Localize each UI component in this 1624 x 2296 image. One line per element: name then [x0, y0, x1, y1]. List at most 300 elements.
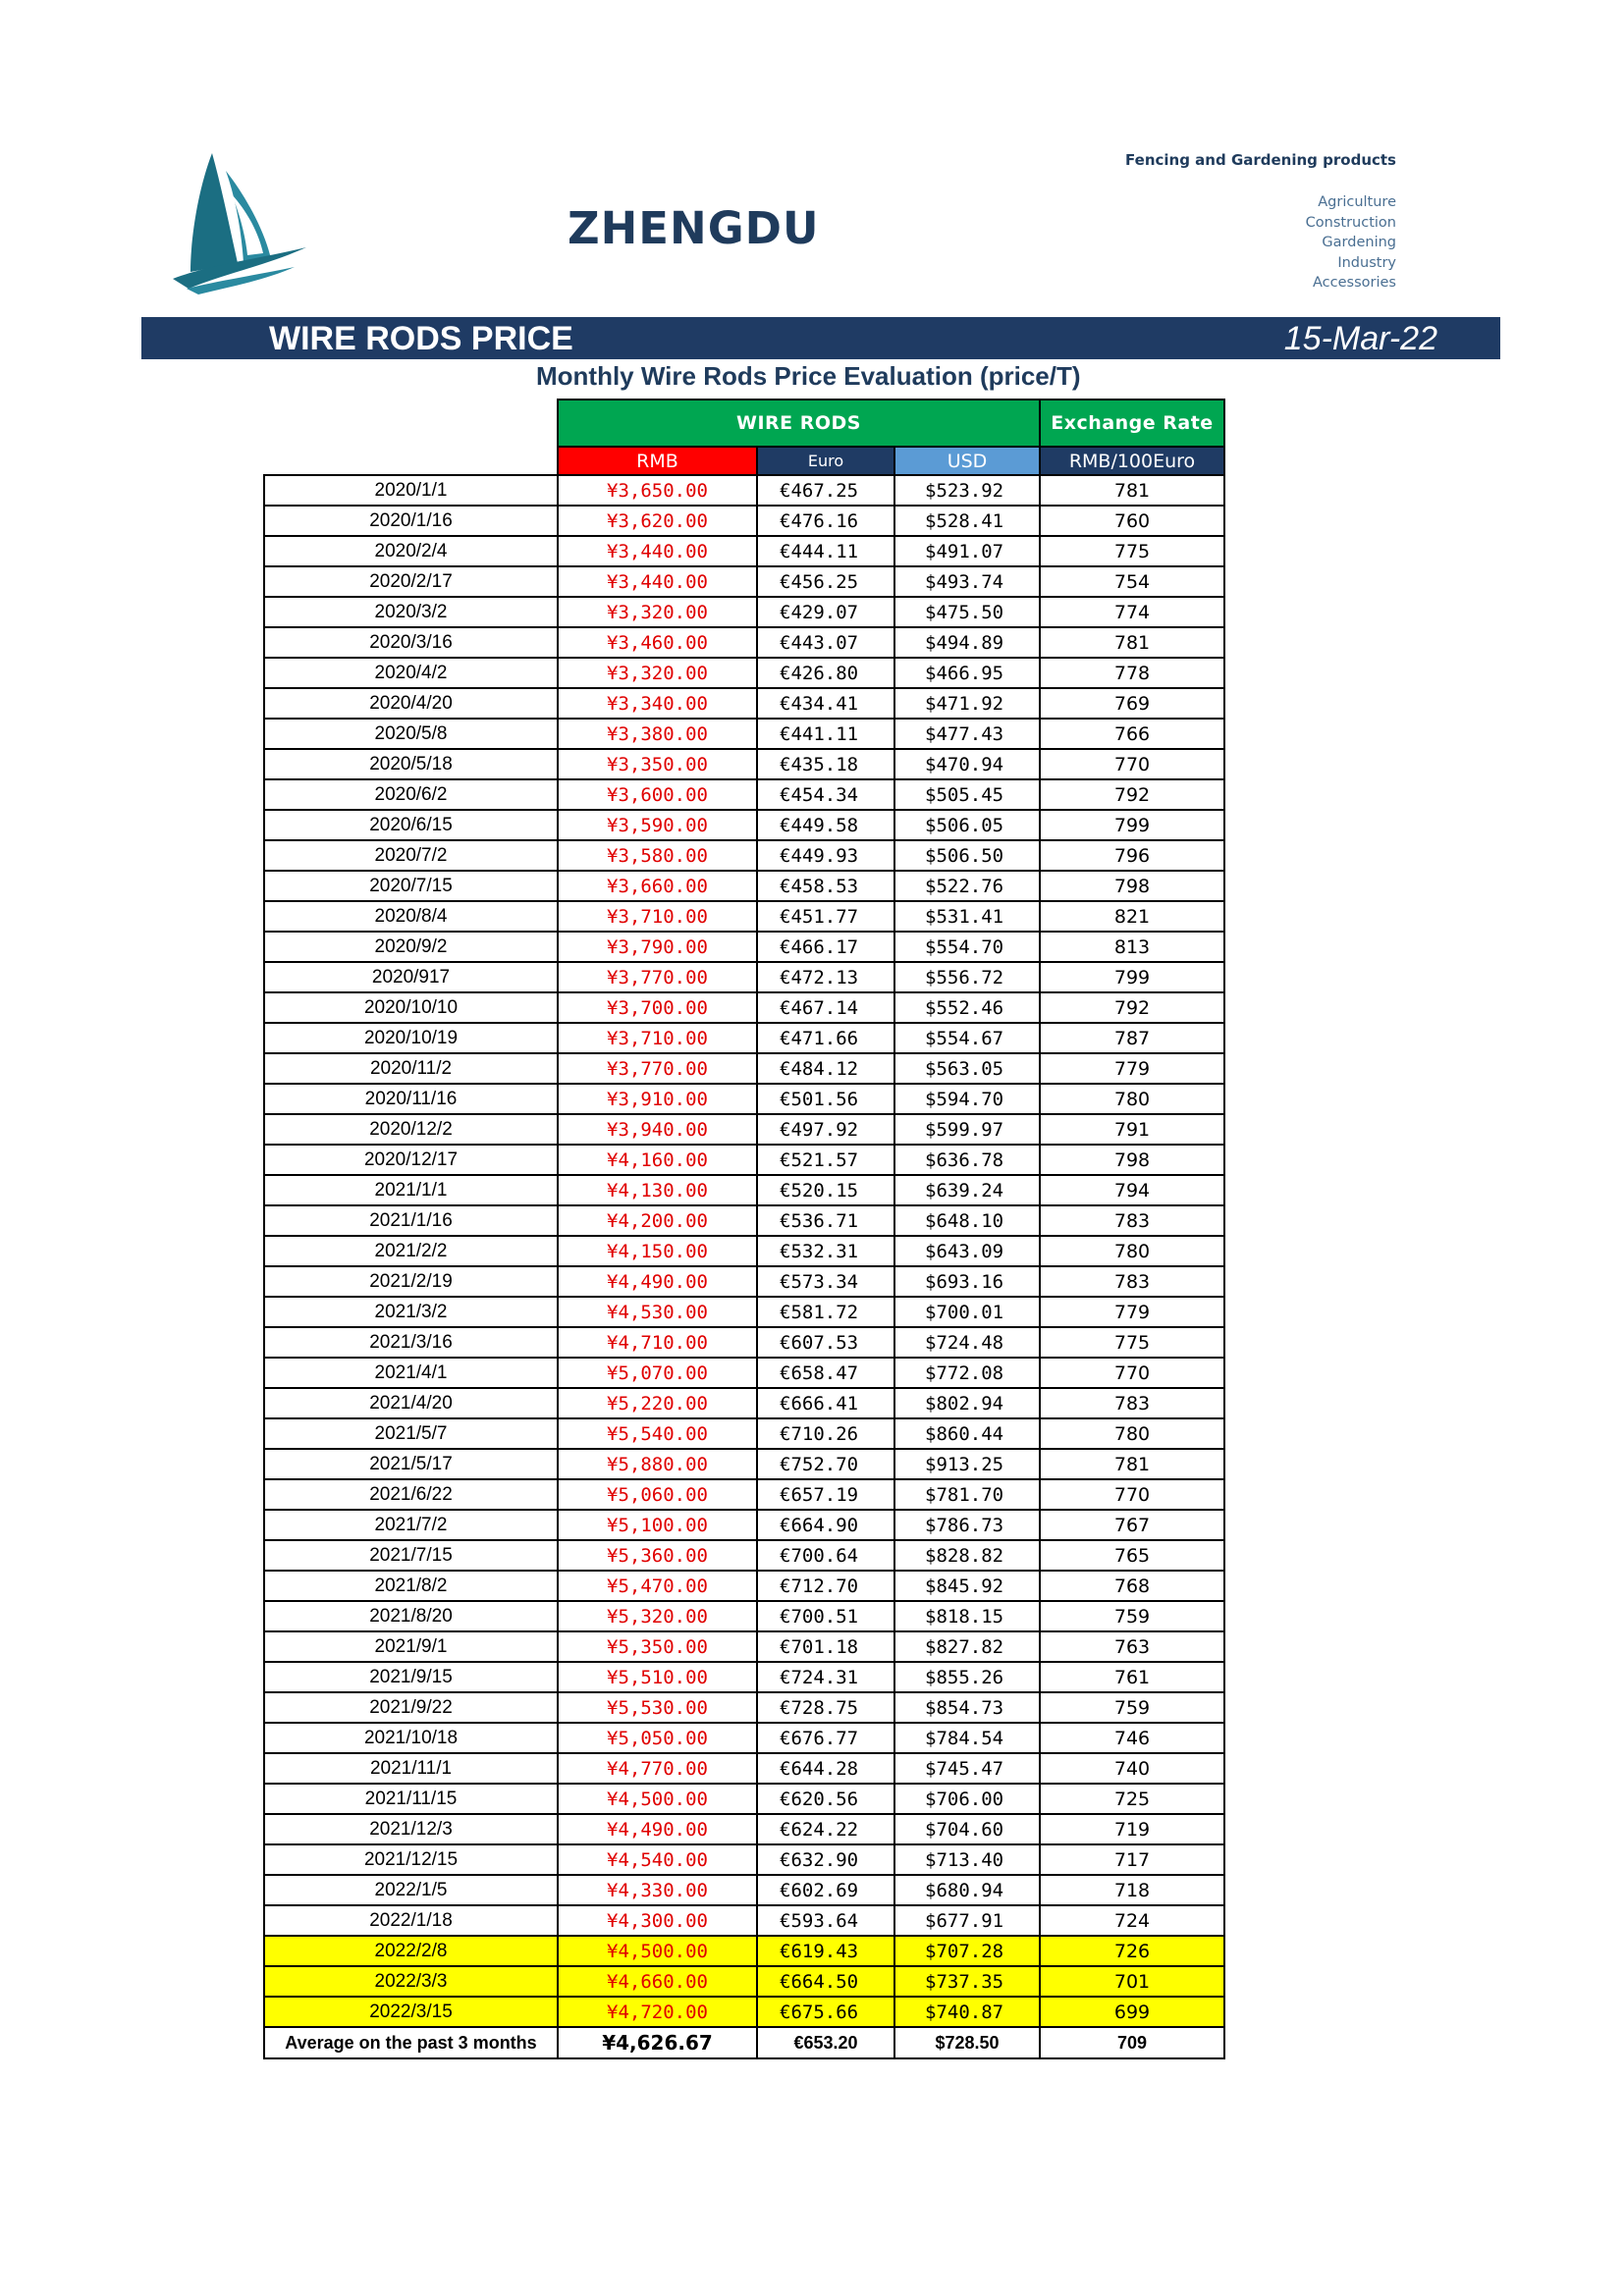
cell-date: 2020/7/2 — [264, 840, 558, 871]
cell-euro: €573.34 — [757, 1266, 894, 1297]
category-item: Accessories — [1313, 275, 1396, 292]
cell-euro: €451.77 — [757, 901, 894, 932]
header-spacer — [264, 400, 558, 447]
cell-usd: $531.41 — [894, 901, 1040, 932]
table-row — [264, 1479, 1224, 1510]
cell-usd: $523.92 — [894, 475, 1040, 506]
cell-rate: 770 — [1040, 749, 1224, 779]
brand-name: ZHENGDU — [568, 202, 820, 254]
table-row — [264, 719, 1224, 749]
cell-rmb: ¥4,160.00 — [558, 1145, 757, 1175]
cell-rate: 754 — [1040, 566, 1224, 597]
cell-euro: €484.12 — [757, 1053, 894, 1084]
cell-rmb: ¥5,050.00 — [558, 1723, 757, 1753]
cell-rate: 780 — [1040, 1236, 1224, 1266]
cell-rate: 759 — [1040, 1601, 1224, 1631]
table-row — [264, 1023, 1224, 1053]
table-row — [264, 1997, 1224, 2027]
cell-date: 2020/3/16 — [264, 627, 558, 658]
cell-euro: €724.31 — [757, 1662, 894, 1692]
cell-euro: €458.53 — [757, 871, 894, 901]
cell-date: 2021/7/2 — [264, 1510, 558, 1540]
cell-rate: 724 — [1040, 1905, 1224, 1936]
cell-euro: €700.64 — [757, 1540, 894, 1571]
cell-usd: $522.76 — [894, 871, 1040, 901]
cell-rmb: ¥4,530.00 — [558, 1297, 757, 1327]
cell-date: 2021/4/1 — [264, 1358, 558, 1388]
cell-date: 2021/9/1 — [264, 1631, 558, 1662]
cell-date: 2020/12/17 — [264, 1145, 558, 1175]
cell-rate: 799 — [1040, 810, 1224, 840]
cell-rate: 717 — [1040, 1844, 1224, 1875]
cell-date: 2021/2/19 — [264, 1266, 558, 1297]
cell-rmb: ¥3,700.00 — [558, 992, 757, 1023]
table-row — [264, 1601, 1224, 1631]
cell-rmb: ¥3,650.00 — [558, 475, 757, 506]
cell-date: 2021/3/2 — [264, 1297, 558, 1327]
cell-date: 2020/2/17 — [264, 566, 558, 597]
cell-usd: $772.08 — [894, 1358, 1040, 1388]
cell-rmb: ¥5,060.00 — [558, 1479, 757, 1510]
cell-euro: €593.64 — [757, 1905, 894, 1936]
cell-rmb: ¥3,340.00 — [558, 688, 757, 719]
cell-usd: $636.78 — [894, 1145, 1040, 1175]
cell-rate: 775 — [1040, 1327, 1224, 1358]
cell-euro: €434.41 — [757, 688, 894, 719]
cell-date: 2021/2/2 — [264, 1236, 558, 1266]
cell-rmb: ¥4,500.00 — [558, 1784, 757, 1814]
cell-date: 2022/2/8 — [264, 1936, 558, 1966]
table-row — [264, 1510, 1224, 1540]
cell-euro: €664.50 — [757, 1966, 894, 1997]
table-row — [264, 566, 1224, 597]
cell-date: 2020/917 — [264, 962, 558, 992]
cell-rmb: ¥3,440.00 — [558, 566, 757, 597]
cell-usd: $556.72 — [894, 962, 1040, 992]
cell-usd: $677.91 — [894, 1905, 1040, 1936]
cell-usd: $506.50 — [894, 840, 1040, 871]
cell-euro: €632.90 — [757, 1844, 894, 1875]
cell-date: 2021/11/1 — [264, 1753, 558, 1784]
cell-rate: 783 — [1040, 1388, 1224, 1418]
cell-euro: €426.80 — [757, 658, 894, 688]
cell-rate: 798 — [1040, 1145, 1224, 1175]
table-row — [264, 627, 1224, 658]
cell-rate: 781 — [1040, 1449, 1224, 1479]
cell-rate: 778 — [1040, 658, 1224, 688]
cell-euro: €712.70 — [757, 1571, 894, 1601]
cell-usd: $855.26 — [894, 1662, 1040, 1692]
cell-usd: $724.48 — [894, 1327, 1040, 1358]
table-row — [264, 932, 1224, 962]
cell-euro: €728.75 — [757, 1692, 894, 1723]
cell-rate: 787 — [1040, 1023, 1224, 1053]
cell-usd: $563.05 — [894, 1053, 1040, 1084]
cell-rate: 779 — [1040, 1297, 1224, 1327]
table-row — [264, 475, 1224, 506]
cell-usd: $913.25 — [894, 1449, 1040, 1479]
cell-usd: $506.05 — [894, 810, 1040, 840]
cell-date: 2020/1/16 — [264, 506, 558, 536]
cell-usd: $471.92 — [894, 688, 1040, 719]
cell-date: 2020/4/2 — [264, 658, 558, 688]
cell-date: 2020/5/18 — [264, 749, 558, 779]
cell-rate: 725 — [1040, 1784, 1224, 1814]
cell-rmb: ¥5,320.00 — [558, 1601, 757, 1631]
cell-rmb: ¥4,330.00 — [558, 1875, 757, 1905]
cell-usd: $491.07 — [894, 536, 1040, 566]
cell-rate: 726 — [1040, 1936, 1224, 1966]
cell-date: 2021/1/16 — [264, 1205, 558, 1236]
cell-euro: €620.56 — [757, 1784, 894, 1814]
cell-euro: €710.26 — [757, 1418, 894, 1449]
cell-rate: 701 — [1040, 1966, 1224, 1997]
cell-rmb: ¥3,350.00 — [558, 749, 757, 779]
cell-rate: 791 — [1040, 1114, 1224, 1145]
cell-euro: €658.47 — [757, 1358, 894, 1388]
cell-date: 2021/6/22 — [264, 1479, 558, 1510]
cell-euro: €476.16 — [757, 506, 894, 536]
cell-rmb: ¥4,710.00 — [558, 1327, 757, 1358]
table-row — [264, 1936, 1224, 1966]
cell-usd: $477.43 — [894, 719, 1040, 749]
cell-date: 2021/8/2 — [264, 1571, 558, 1601]
cell-euro: €675.66 — [757, 1997, 894, 2027]
cell-date: 2021/5/7 — [264, 1418, 558, 1449]
table-row — [264, 658, 1224, 688]
cell-date: 2020/12/2 — [264, 1114, 558, 1145]
cell-usd: $737.35 — [894, 1966, 1040, 1997]
cell-usd: $475.50 — [894, 597, 1040, 627]
cell-rate: 763 — [1040, 1631, 1224, 1662]
cell-usd: $784.54 — [894, 1723, 1040, 1753]
cell-usd: $818.15 — [894, 1601, 1040, 1631]
cell-euro: €435.18 — [757, 749, 894, 779]
cell-rmb: ¥4,660.00 — [558, 1966, 757, 1997]
cell-euro: €466.17 — [757, 932, 894, 962]
cell-rmb: ¥5,220.00 — [558, 1388, 757, 1418]
table-row — [264, 1236, 1224, 1266]
cell-date: 2020/2/4 — [264, 536, 558, 566]
table-row — [264, 1662, 1224, 1692]
cell-usd: $706.00 — [894, 1784, 1040, 1814]
column-header-rate: RMB/100Euro — [1040, 447, 1224, 475]
cell-rate: 813 — [1040, 932, 1224, 962]
cell-rate: 775 — [1040, 536, 1224, 566]
cell-usd: $493.74 — [894, 566, 1040, 597]
cell-usd: $786.73 — [894, 1510, 1040, 1540]
category-list — [1306, 192, 1396, 294]
cell-usd: $470.94 — [894, 749, 1040, 779]
cell-usd: $494.89 — [894, 627, 1040, 658]
column-header-rmb: RMB — [558, 447, 757, 475]
cell-euro: €497.92 — [757, 1114, 894, 1145]
cell-usd: $648.10 — [894, 1205, 1040, 1236]
cell-rmb: ¥5,530.00 — [558, 1692, 757, 1723]
cell-usd: $505.45 — [894, 779, 1040, 810]
cell-rmb: ¥5,350.00 — [558, 1631, 757, 1662]
table-row — [264, 1571, 1224, 1601]
cell-rmb: ¥3,790.00 — [558, 932, 757, 962]
cell-rmb: ¥5,470.00 — [558, 1571, 757, 1601]
table-row — [264, 1175, 1224, 1205]
cell-rate: 769 — [1040, 688, 1224, 719]
cell-rate: 765 — [1040, 1540, 1224, 1571]
cell-usd: $740.87 — [894, 1997, 1040, 2027]
cell-date: 2021/12/3 — [264, 1814, 558, 1844]
cell-rate: 792 — [1040, 992, 1224, 1023]
table-row — [264, 1966, 1224, 1997]
cell-euro: €449.58 — [757, 810, 894, 840]
cell-date: 2020/3/2 — [264, 597, 558, 627]
cell-rmb: ¥3,460.00 — [558, 627, 757, 658]
table-row — [264, 1114, 1224, 1145]
cell-rate: 774 — [1040, 597, 1224, 627]
cell-rate: 746 — [1040, 1723, 1224, 1753]
cell-usd: $854.73 — [894, 1692, 1040, 1723]
cell-euro: €657.19 — [757, 1479, 894, 1510]
cell-euro: €449.93 — [757, 840, 894, 871]
table-row — [264, 1266, 1224, 1297]
cell-date: 2020/10/10 — [264, 992, 558, 1023]
cell-date: 2022/1/5 — [264, 1875, 558, 1905]
cell-usd: $700.01 — [894, 1297, 1040, 1327]
cell-euro: €501.56 — [757, 1084, 894, 1114]
cell-rmb: ¥3,320.00 — [558, 658, 757, 688]
table-row — [264, 1540, 1224, 1571]
group-header-exchange-rate: Exchange Rate — [1040, 400, 1224, 447]
table-row — [264, 1388, 1224, 1418]
cell-date: 2022/1/18 — [264, 1905, 558, 1936]
cell-date: 2020/11/16 — [264, 1084, 558, 1114]
cell-euro: €701.18 — [757, 1631, 894, 1662]
cell-euro: €454.34 — [757, 779, 894, 810]
cell-date: 2020/9/2 — [264, 932, 558, 962]
cell-rate: 760 — [1040, 506, 1224, 536]
cell-usd: $554.70 — [894, 932, 1040, 962]
cell-rmb: ¥4,300.00 — [558, 1905, 757, 1936]
table-row — [264, 688, 1224, 719]
cell-date: 2021/9/22 — [264, 1692, 558, 1723]
cell-rmb: ¥3,940.00 — [558, 1114, 757, 1145]
cell-euro: €521.57 — [757, 1145, 894, 1175]
cell-rmb: ¥4,200.00 — [558, 1205, 757, 1236]
cell-euro: €429.07 — [757, 597, 894, 627]
cell-usd: $713.40 — [894, 1844, 1040, 1875]
cell-date: 2021/10/18 — [264, 1723, 558, 1753]
cell-usd: $528.41 — [894, 506, 1040, 536]
average-usd: $728.50 — [894, 2027, 1040, 2058]
cell-euro: €619.43 — [757, 1936, 894, 1966]
average-euro: €653.20 — [757, 2027, 894, 2058]
cell-date: 2022/3/15 — [264, 1997, 558, 2027]
table-row — [264, 1053, 1224, 1084]
price-table — [263, 399, 1225, 2059]
cell-rmb: ¥4,770.00 — [558, 1753, 757, 1784]
cell-rate: 766 — [1040, 719, 1224, 749]
cell-usd: $552.46 — [894, 992, 1040, 1023]
cell-rate: 718 — [1040, 1875, 1224, 1905]
cell-date: 2021/3/16 — [264, 1327, 558, 1358]
cell-rmb: ¥4,130.00 — [558, 1175, 757, 1205]
cell-rmb: ¥4,150.00 — [558, 1236, 757, 1266]
cell-euro: €607.53 — [757, 1327, 894, 1358]
sailboat-logo-icon — [169, 149, 311, 296]
cell-euro: €441.11 — [757, 719, 894, 749]
cell-rmb: ¥3,710.00 — [558, 1023, 757, 1053]
category-item: Gardening — [1322, 235, 1396, 251]
cell-usd: $828.82 — [894, 1540, 1040, 1571]
cell-usd: $639.24 — [894, 1175, 1040, 1205]
average-rate: 709 — [1040, 2027, 1224, 2058]
cell-usd: $860.44 — [894, 1418, 1040, 1449]
cell-rmb: ¥5,360.00 — [558, 1540, 757, 1571]
cell-date: 2020/6/2 — [264, 779, 558, 810]
cell-rate: 781 — [1040, 475, 1224, 506]
cell-rmb: ¥3,320.00 — [558, 597, 757, 627]
cell-rmb: ¥5,070.00 — [558, 1358, 757, 1388]
table-row — [264, 506, 1224, 536]
cell-usd: $827.82 — [894, 1631, 1040, 1662]
cell-rate: 783 — [1040, 1205, 1224, 1236]
cell-euro: €752.70 — [757, 1449, 894, 1479]
cell-date: 2020/5/8 — [264, 719, 558, 749]
table-row — [264, 1145, 1224, 1175]
cell-euro: €520.15 — [757, 1175, 894, 1205]
table-row — [264, 840, 1224, 871]
cell-usd: $643.09 — [894, 1236, 1040, 1266]
cell-usd: $680.94 — [894, 1875, 1040, 1905]
cell-euro: €602.69 — [757, 1875, 894, 1905]
cell-euro: €467.14 — [757, 992, 894, 1023]
cell-euro: €644.28 — [757, 1753, 894, 1784]
column-header-usd: USD — [894, 447, 1040, 475]
cell-date: 2021/1/1 — [264, 1175, 558, 1205]
table-row — [264, 1205, 1224, 1236]
cell-rmb: ¥5,510.00 — [558, 1662, 757, 1692]
cell-date: 2020/1/1 — [264, 475, 558, 506]
table-row — [264, 1327, 1224, 1358]
column-header-euro: Euro — [757, 447, 894, 475]
cell-date: 2020/6/15 — [264, 810, 558, 840]
cell-rmb: ¥5,880.00 — [558, 1449, 757, 1479]
cell-rmb: ¥3,590.00 — [558, 810, 757, 840]
cell-usd: $707.28 — [894, 1936, 1040, 1966]
table-row — [264, 597, 1224, 627]
cell-rate: 770 — [1040, 1358, 1224, 1388]
cell-euro: €532.31 — [757, 1236, 894, 1266]
cell-rate: 740 — [1040, 1753, 1224, 1784]
header-spacer — [264, 447, 558, 475]
cell-usd: $554.67 — [894, 1023, 1040, 1053]
cell-rmb: ¥3,660.00 — [558, 871, 757, 901]
cell-rate: 780 — [1040, 1418, 1224, 1449]
group-header-wire-rods: WIRE RODS — [558, 400, 1040, 447]
table-row — [264, 536, 1224, 566]
cell-euro: €664.90 — [757, 1510, 894, 1540]
cell-usd: $802.94 — [894, 1388, 1040, 1418]
cell-rmb: ¥5,100.00 — [558, 1510, 757, 1540]
table-row — [264, 1418, 1224, 1449]
cell-rate: 719 — [1040, 1814, 1224, 1844]
cell-rmb: ¥3,600.00 — [558, 779, 757, 810]
category-item: Industry — [1337, 254, 1396, 271]
cell-euro: €467.25 — [757, 475, 894, 506]
cell-rate: 767 — [1040, 1510, 1224, 1540]
cell-usd: $704.60 — [894, 1814, 1040, 1844]
cell-usd: $594.70 — [894, 1084, 1040, 1114]
table-row — [264, 1358, 1224, 1388]
table-row — [264, 901, 1224, 932]
table-row — [264, 1844, 1224, 1875]
cell-rate: 796 — [1040, 840, 1224, 871]
cell-date: 2021/8/20 — [264, 1601, 558, 1631]
table-row — [264, 1631, 1224, 1662]
cell-date: 2022/3/3 — [264, 1966, 558, 1997]
table-row — [264, 871, 1224, 901]
cell-euro: €676.77 — [757, 1723, 894, 1753]
cell-rate: 759 — [1040, 1692, 1224, 1723]
cell-rate: 761 — [1040, 1662, 1224, 1692]
cell-date: 2020/4/20 — [264, 688, 558, 719]
table-row — [264, 749, 1224, 779]
cell-date: 2020/10/19 — [264, 1023, 558, 1053]
table-row — [264, 1875, 1224, 1905]
cell-rate: 699 — [1040, 1997, 1224, 2027]
cell-usd: $599.97 — [894, 1114, 1040, 1145]
cell-rate: 783 — [1040, 1266, 1224, 1297]
cell-rate: 799 — [1040, 962, 1224, 992]
cell-rate: 792 — [1040, 779, 1224, 810]
cell-rate: 779 — [1040, 1053, 1224, 1084]
cell-rmb: ¥3,770.00 — [558, 962, 757, 992]
table-row — [264, 1449, 1224, 1479]
table-row — [264, 779, 1224, 810]
cell-usd: $781.70 — [894, 1479, 1040, 1510]
cell-date: 2021/5/17 — [264, 1449, 558, 1479]
table-subtitle: Monthly Wire Rods Price Evaluation (price/T) — [536, 361, 1081, 391]
title-banner — [141, 317, 1500, 359]
cell-usd: $845.92 — [894, 1571, 1040, 1601]
banner-date: 15-Mar-22 — [1283, 320, 1437, 357]
cell-rate: 781 — [1040, 627, 1224, 658]
cell-date: 2020/8/4 — [264, 901, 558, 932]
cell-rmb: ¥4,490.00 — [558, 1814, 757, 1844]
category-item: Construction — [1305, 214, 1396, 231]
cell-rmb: ¥3,770.00 — [558, 1053, 757, 1084]
table-row — [264, 1784, 1224, 1814]
cell-rate: 780 — [1040, 1084, 1224, 1114]
cell-date: 2020/11/2 — [264, 1053, 558, 1084]
cell-date: 2021/11/15 — [264, 1784, 558, 1814]
cell-date: 2021/7/15 — [264, 1540, 558, 1571]
cell-rmb: ¥3,440.00 — [558, 536, 757, 566]
cell-euro: €581.72 — [757, 1297, 894, 1327]
cell-date: 2021/9/15 — [264, 1662, 558, 1692]
cell-rmb: ¥3,910.00 — [558, 1084, 757, 1114]
cell-rmb: ¥3,380.00 — [558, 719, 757, 749]
cell-date: 2021/4/20 — [264, 1388, 558, 1418]
cell-euro: €666.41 — [757, 1388, 894, 1418]
cell-euro: €472.13 — [757, 962, 894, 992]
cell-rmb: ¥5,540.00 — [558, 1418, 757, 1449]
category-item: Agriculture — [1318, 194, 1396, 210]
cell-date: 2020/7/15 — [264, 871, 558, 901]
cell-rate: 798 — [1040, 871, 1224, 901]
table-body — [264, 475, 1224, 2027]
cell-rmb: ¥4,500.00 — [558, 1936, 757, 1966]
table-row — [264, 1692, 1224, 1723]
